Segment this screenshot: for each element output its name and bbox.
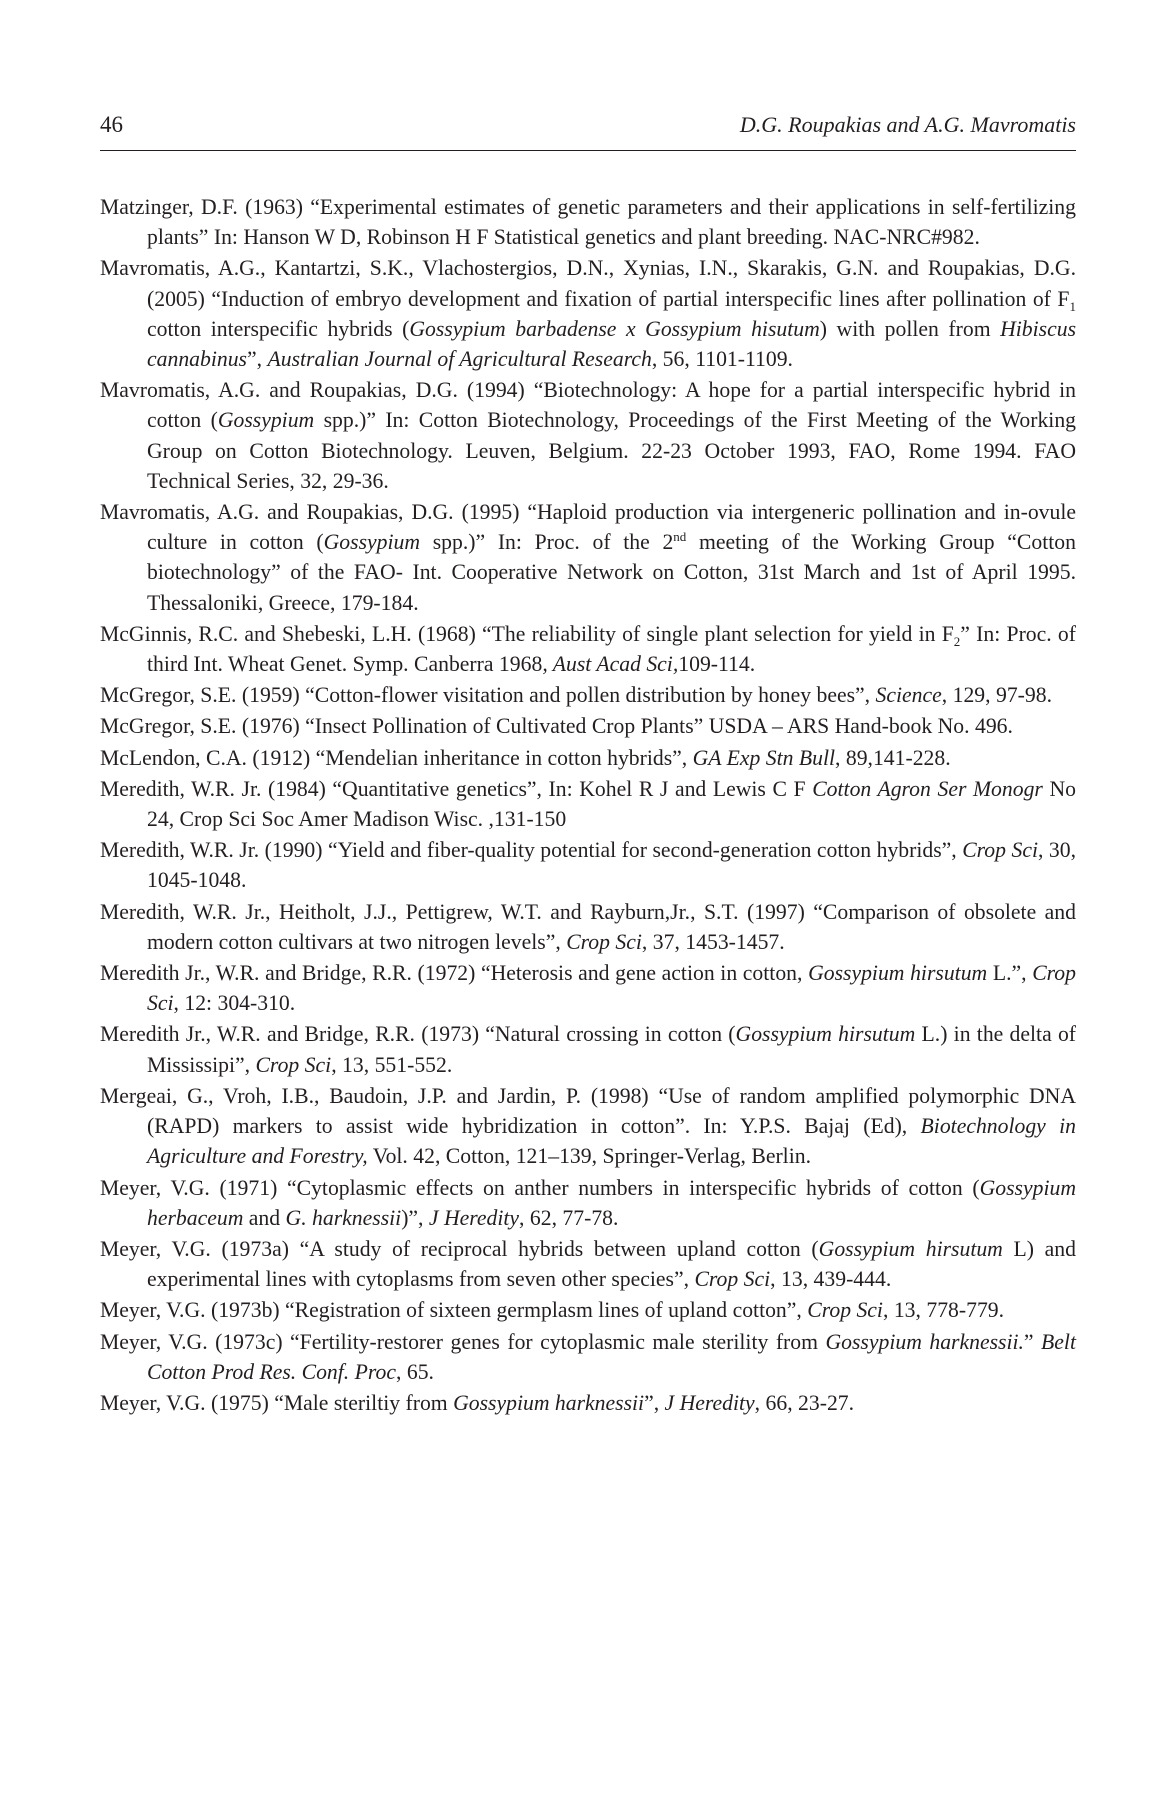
reference-text: , 129, 97-98. xyxy=(941,683,1052,708)
reference-text: ” In: Proc. of third Int. Wheat Genet. Symp. Canberra 1968 xyxy=(147,621,1076,677)
reference-text: Meredith, W.R. Jr., Heitholt, J.J., Pettigrew, W.T. and Rayburn,Jr., S.T. (1997) “Comparison of obsolete and modern cotton cultivars at two nitrogen levels”, xyxy=(100,899,1076,954)
reference-text: Meredith, W.R. Jr. (1984) “Quantitative genetics”, In: Kohel R J and Lewis C F xyxy=(100,776,813,801)
reference-italic-text: Crop Sci xyxy=(962,838,1038,863)
reference-text: cotton interspecific hybrids ( xyxy=(147,316,410,341)
reference-text: Meyer, V.G. (1973c) “Fertility-restorer genes for cytoplasmic male sterility from xyxy=(100,1329,826,1354)
reference-text: spp.)” In: Cotton Biotechnology, Proceedings of the First Meeting of the Working Group on Cotton Biotechnology. Leuven, Belgium. 22-23 October 1993, FAO, Rome 1994. FAO Technical Series, 32, 29-36. xyxy=(147,408,1077,493)
reference-text: McGregor, S.E. (1959) “Cotton-flower visitation and pollen distribution by honey bees”, xyxy=(100,683,876,708)
reference-entry xyxy=(100,375,1076,496)
reference-entry xyxy=(100,680,1076,710)
reference-text: McGregor, S.E. (1976) “Insect Pollination of Cultivated Crop Plants” USDA – ARS Hand-book No. 496. xyxy=(100,714,1013,739)
reference-italic-text: Crop Sci xyxy=(147,961,1076,1016)
reference-entry xyxy=(100,1081,1076,1172)
reference-text: and xyxy=(243,1205,286,1230)
reference-text: , 12: 304-310. xyxy=(173,991,296,1016)
reference-text: Meredith, W.R. Jr. (1990) “Yield and fiber-quality potential for second-generation cotton hybrids”, xyxy=(100,838,963,863)
reference-italic-text: Gossypium barbadense x Gossypium hisutum xyxy=(409,316,820,341)
reference-italic-text: J Heredity xyxy=(428,1205,520,1230)
reference-text: , 62, 77-78. xyxy=(519,1205,619,1230)
reference-entry xyxy=(100,1388,1076,1418)
reference-entry xyxy=(100,1295,1076,1325)
reference-text: , 30, 1045-1048. xyxy=(147,838,1077,893)
reference-entry xyxy=(100,1327,1076,1387)
reference-text: 109-114. xyxy=(678,652,756,677)
reference-text: L.”, xyxy=(987,961,1033,986)
reference-text: Mergeai, G., Vroh, I.B., Baudoin, J.P. and Jardin, P. (1998) “Use of random amplified polymorphic DNA (RAPD) markers to assist wide hybridization in cotton”. In: Y.P.S. Bajaj (Ed), xyxy=(100,1083,1076,1139)
reference-script-text: 2 xyxy=(953,633,961,649)
reference-text: Meredith Jr., W.R. and Bridge, R.R. (1972) “Heterosis and gene action in cotton, xyxy=(100,961,809,986)
reference-text: meeting of the Working Group “Cotton biotechnology” of the FAO- Int. Cooperative Network on Cotton, 31st March and 1st of April 1995. Thessaloniki, Greece, 179-184. xyxy=(147,530,1076,615)
reference-text: Mavromatis, A.G. and Roupakias, D.G. (1994) “Biotechnology: A hope for a partial interspecific hybrid in cotton ( xyxy=(100,378,1076,433)
reference-text: No 24, Crop Sci Soc Amer Madison Wisc. ,131-150 xyxy=(147,776,1076,832)
reference-text: , 13, 551-552. xyxy=(331,1052,453,1077)
reference-entry xyxy=(100,253,1076,374)
reference-text: Meyer, V.G. (1975) “Male steriltiy from xyxy=(100,1390,454,1415)
reference-text: , 89,141-228. xyxy=(835,745,951,770)
reference-text: ”, xyxy=(644,1390,665,1415)
reference-text: Meyer, V.G. (1973a) “A study of reciprocal hybrids between upland cotton ( xyxy=(100,1236,819,1261)
reference-entry xyxy=(100,619,1076,679)
reference-text: , 56, 1101-1109. xyxy=(651,347,793,372)
reference-italic-text: , Aust Acad Sci, xyxy=(542,652,679,677)
reference-script-text: 1 xyxy=(1069,298,1076,314)
reference-text: , 66, 23-27. xyxy=(754,1390,855,1415)
reference-text: , 65. xyxy=(396,1359,434,1384)
reference-entry xyxy=(100,192,1076,252)
reference-text: McLendon, C.A. (1912) “Mendelian inheritance in cotton hybrids”, xyxy=(100,745,693,770)
reference-list xyxy=(100,192,1076,1419)
reference-text: Mavromatis, A.G., Kantartzi, S.K., Vlachostergios, D.N., Xynias, I.N., Skarakis, G.N. and Roupakias, D.G. (2005) “Induction of embryo development and fixation of partial interspecific lines after pollination of F xyxy=(100,256,1076,311)
reference-text: L.) in the delta of Mississipi”, xyxy=(147,1022,1077,1077)
reference-italic-text: Gossypium hirsutum xyxy=(735,1022,916,1047)
reference-entry xyxy=(100,835,1076,895)
reference-italic-text: Crop Sci xyxy=(255,1052,332,1077)
reference-entry xyxy=(100,743,1076,773)
reference-text: )”, xyxy=(401,1205,429,1230)
reference-italic-text: Gossypium hirsutum xyxy=(808,961,988,986)
reference-text: Mavromatis, A.G. and Roupakias, D.G. (1995) “Haploid production via intergeneric pollination and in-ovule culture in cotton ( xyxy=(100,500,1076,555)
reference-text: ) with pollen from xyxy=(819,316,1001,341)
reference-entry xyxy=(100,497,1076,618)
reference-italic-text: Gossypium xyxy=(323,530,421,555)
reference-entry xyxy=(100,1173,1076,1233)
reference-italic-text: Cotton Agron Ser Monogr xyxy=(812,776,1043,801)
reference-entry xyxy=(100,1234,1076,1294)
reference-italic-text: Gossypium harknessii. xyxy=(825,1329,1024,1354)
reference-text: , 13, 778-779. xyxy=(882,1298,1005,1323)
reference-text: , 13, 439-444. xyxy=(770,1267,892,1292)
reference-text: ” xyxy=(1023,1329,1042,1354)
reference-italic-text: Belt Cotton Prod Res. Conf. Proc xyxy=(147,1329,1076,1384)
reference-entry xyxy=(100,711,1076,741)
reference-script-text: nd xyxy=(673,529,687,545)
reference-entry xyxy=(100,1019,1076,1079)
reference-entry xyxy=(100,958,1076,1018)
reference-text: L) and experimental lines with cytoplasms from seven other species”, xyxy=(147,1236,1076,1292)
reference-text: ”, xyxy=(247,347,268,372)
reference-italic-text: G. harknessii xyxy=(285,1205,402,1230)
reference-text: Vol. 42, Cotton, 121–139, Springer-Verlag, Berlin. xyxy=(367,1144,812,1169)
reference-italic-text: Hibiscus cannabinus xyxy=(147,316,1077,372)
reference-entry xyxy=(100,897,1076,957)
reference-italic-text: GA Exp Stn Bull xyxy=(692,745,835,770)
reference-italic-text: J Heredity xyxy=(664,1390,755,1415)
reference-italic-text: Crop Sci xyxy=(566,929,642,954)
reference-text: Meyer, V.G. (1971) “Cytoplasmic effects on anther numbers in interspecific hybrids of cotton ( xyxy=(100,1175,980,1200)
reference-text: Meyer, V.G. (1973b) “Registration of sixteen germplasm lines of upland cotton”, xyxy=(100,1298,808,1323)
reference-italic-text: Australian Journal of Agricultural Research xyxy=(267,347,652,372)
reference-italic-text: Crop Sci xyxy=(807,1298,883,1323)
reference-italic-text: Biotechnology in Agriculture and Forestry, xyxy=(147,1114,1076,1169)
reference-text: , 37, 1453-1457. xyxy=(641,929,785,954)
reference-text: spp.)” In: Proc. of the 2 xyxy=(420,530,674,555)
running-head: D.G. Roupakias and A.G. Mavromatis xyxy=(739,112,1076,137)
reference-italic-text: Science xyxy=(875,683,942,708)
reference-italic-text: Gossypium hirsutum xyxy=(818,1236,1003,1261)
reference-italic-text: Gossypium harknessii xyxy=(453,1390,645,1415)
reference-text: McGinnis, R.C. and Shebeski, L.H. (1968) “The reliability of single plant selection for yield in F xyxy=(100,621,954,646)
page-header xyxy=(100,112,1076,151)
page-number: 46 xyxy=(100,112,123,137)
reference-italic-text: Gossypium herbaceum xyxy=(147,1175,1076,1230)
reference-text: Meredith Jr., W.R. and Bridge, R.R. (1973) “Natural crossing in cotton ( xyxy=(100,1022,736,1047)
reference-italic-text: Gossypium xyxy=(217,408,315,433)
reference-text: Matzinger, D.F. (1963) “Experimental estimates of genetic parameters and their applications in self-fertilizing plants” In: Hanson W D, Robinson H F Statistical genetics and plant breeding. NAC-NRC#982. xyxy=(100,195,1076,250)
reference-italic-text: Crop Sci xyxy=(694,1267,771,1292)
reference-entry xyxy=(100,774,1076,834)
